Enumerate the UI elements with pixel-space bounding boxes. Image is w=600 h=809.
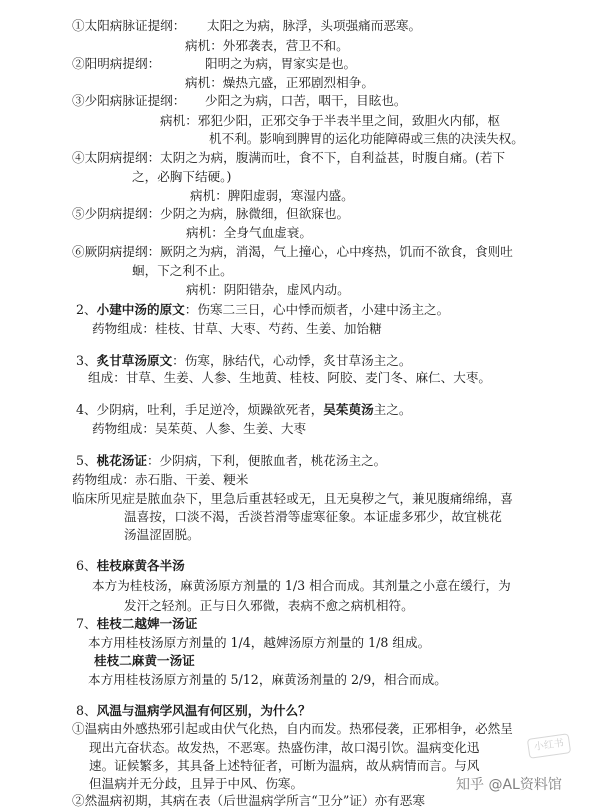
s1-item4-text-1: ④太阴病提纲：太阴之为病，腹满而吐，食不下，自利益甚，时腹自痛。(若下 bbox=[72, 150, 506, 165]
s5-clinical-2: 温喜按，口淡不渴，舌淡苔滑等虚寒征象。本证虚多邪少，故宜桃花 bbox=[124, 509, 502, 524]
s5-number: 5、 bbox=[76, 453, 97, 468]
s1-item1-mechanism: 病机：外邪袭表，营卫不和。 bbox=[185, 38, 349, 53]
s1-item4-text-2: 之，必胸下结硬。) bbox=[132, 169, 232, 184]
s1-item3-mechanism-2: 机不利。影响到脾胃的运化功能障碍或三焦的决渎失权。 bbox=[209, 131, 524, 146]
s4-heading bbox=[76, 402, 411, 418]
s8-paragraph1-2: 现出亢奋状态。故发热，不恶寒。热盛伤津，故口渴引饮。温病变化迅 bbox=[89, 740, 480, 755]
s6-number: 6、 bbox=[76, 558, 97, 573]
s4-formula: 吴茱萸汤 bbox=[323, 402, 374, 417]
s8-paragraph2: ②然温病初期，其病在表（后世温病学所言“卫分”证）亦有恶寒 bbox=[72, 793, 425, 808]
s7-text: 本方用桂枝汤原方剂量的 1/4，越婢汤原方剂量的 1/8 组成。 bbox=[88, 635, 431, 650]
s5-clinical-1: 临床所见症是脓血杂下，里急后重甚轻或无，且无臭秽之气，兼见腹痛绵绵，喜 bbox=[72, 491, 513, 506]
s3-text: ：伤寒，脉结代，心动悸，炙甘草汤主之。 bbox=[172, 353, 412, 368]
s4-tail: 主之。 bbox=[373, 402, 412, 417]
s2-text: ：伤寒二三日，心中悸而烦者，小建中汤主之。 bbox=[184, 302, 450, 317]
s1-item3-mechanism-1: 病机：邪犯少阳，正邪交争于半表半里之间，致胆火内郁，枢 bbox=[160, 113, 501, 128]
s1-item1-text: 太阳之为病，脉浮，头项强痛而恶寒。 bbox=[207, 18, 422, 33]
s1-item1-title: ①太阳病脉证提纲： bbox=[72, 18, 186, 33]
s7-text-2: 本方用桂枝汤原方剂量的 5/12，麻黄汤剂量的 2/9，相合而成。 bbox=[88, 672, 447, 687]
watermark-seal: 小红书 bbox=[527, 733, 571, 759]
s5-text: ：少阴病，下利，便脓血者，桃花汤主之。 bbox=[146, 453, 387, 468]
s8-paragraph1-1: ①温病由外感热邪引起或由伏气化热，自内而发。热邪侵袭，正邪相争，必然呈 bbox=[72, 721, 513, 736]
s3-composition: 组成：甘草、生姜、人参、生地黄、桂枝、阿胶、麦门冬、麻仁、大枣。 bbox=[88, 370, 491, 385]
s1-item3-title: ③少阳病脉证提纲： bbox=[72, 93, 186, 108]
s5-title: 桃花汤证 bbox=[96, 453, 147, 468]
s7-title: 桂枝二越婢一汤证 bbox=[96, 616, 198, 631]
s8-paragraph1-4: 但温病并无分歧，且异于中风、伤寒。 bbox=[89, 776, 304, 791]
s5-clinical-3: 汤温涩固脱。 bbox=[124, 527, 200, 542]
s3-number: 3、 bbox=[76, 353, 97, 368]
s2-title: 小建中汤的原文 bbox=[96, 302, 185, 317]
s8-number: 8、 bbox=[76, 703, 97, 718]
s1-item5-mechanism: 病机：全身气血虚衰。 bbox=[186, 225, 312, 240]
s2-composition: 药物组成：桂枝、甘草、大枣、芍药、生姜、加饴糖 bbox=[92, 321, 382, 336]
s8-heading bbox=[76, 703, 311, 719]
s4-composition: 药物组成：吴茱萸、人参、生姜、大枣 bbox=[92, 421, 307, 436]
s6-heading bbox=[76, 558, 185, 574]
s4-text: 4、少阴病，吐利，手足逆冷，烦躁欲死者， bbox=[76, 402, 324, 417]
s1-item6-mechanism: 病机：阴阳错杂，虚风内动。 bbox=[186, 282, 350, 297]
s1-item3-text: 少阳之为病，口苦，咽干，目眩也。 bbox=[205, 93, 407, 108]
s6-title: 桂枝麻黄各半汤 bbox=[96, 558, 185, 573]
s1-item6-text-2: 蛔，下之利不止。 bbox=[132, 263, 233, 278]
s1-item2-text: 阳明之为病，胃家实是也。 bbox=[205, 56, 357, 71]
s7-title-2: 桂枝二麻黄一汤证 bbox=[94, 653, 195, 668]
s8-paragraph1-3: 速。证候繁多，其具备上述特征者，可断为温病，故从病情而言。与风 bbox=[89, 758, 480, 773]
s6-text-1: 本方为桂枝汤，麻黄汤原方剂量的 1/3 相合而成。其剂量之小意在缓行，为 bbox=[92, 578, 511, 593]
s3-title: 炙甘草汤原文 bbox=[96, 353, 173, 368]
s3-heading bbox=[76, 353, 411, 369]
s1-item5-text: ⑤少阴病提纲：少阴之为病，脉微细，但欲寐也。 bbox=[72, 206, 350, 221]
s1-item4-mechanism: 病机：脾阳虚弱，寒湿内盛。 bbox=[190, 188, 354, 203]
s2-number: 2、 bbox=[76, 302, 97, 317]
s7-heading bbox=[76, 616, 197, 632]
watermark-zhihu: 知乎 @AL资料馆 bbox=[452, 776, 566, 794]
s6-text-2: 发汗之轻剂。正与日久邪微，表病不愈之病机相符。 bbox=[124, 598, 414, 613]
s2-heading bbox=[76, 302, 449, 318]
s5-heading bbox=[76, 453, 386, 469]
s7-number: 7、 bbox=[76, 616, 97, 631]
s1-item2-title: ②阳明病提纲： bbox=[72, 56, 161, 71]
s1-item2-mechanism: 病机：燥热亢盛，正邪剧烈相争。 bbox=[185, 75, 374, 90]
s8-title: 风温与温病学风温有何区别，为什么？ bbox=[96, 703, 311, 718]
s1-item6-text-1: ⑥厥阴病提纲：厥阴之为病，消渴，气上撞心，心中疼热，饥而不欲食，食则吐 bbox=[72, 244, 513, 259]
s5-composition: 药物组成：赤石脂、干姜、粳米 bbox=[72, 472, 249, 487]
